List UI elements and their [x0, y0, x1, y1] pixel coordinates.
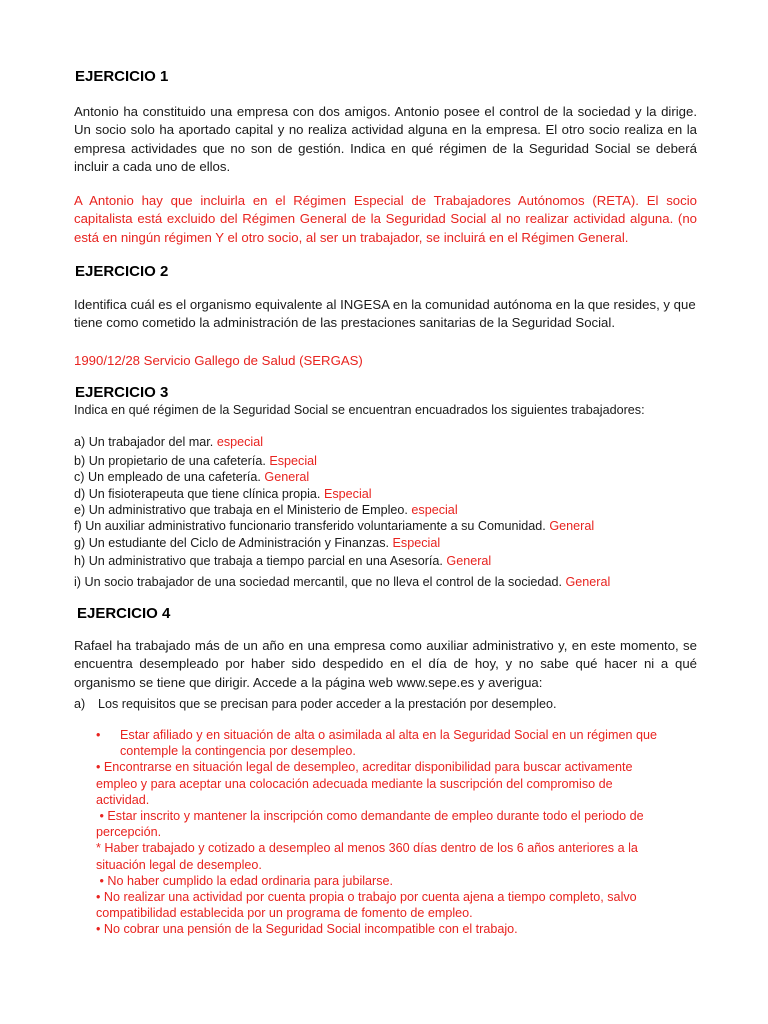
- req3-line1: • Estar inscrito y mantener la inscripción como demandante de empleo durante todo el periodo de: [96, 809, 644, 824]
- req1-line2: contemple la contingencia por desempleo.: [120, 744, 356, 759]
- ejercicio-4-question: Rafael ha trabajado más de un año en una empresa como auxiliar administrativo y, en este momento, se encuentra desempleado por haber sido despedido en el día de hoy, y no sabe qué hacer ni a qué organismo se tiene que dirigir. Accede a la página web www.sepe.es y averigua:: [74, 638, 697, 690]
- ejercicio-1-heading: EJERCICIO 1: [75, 68, 169, 85]
- list-item: [74, 469, 309, 485]
- item-text: c) Un empleado de una cafetería.: [74, 470, 265, 484]
- req3-line2: percepción.: [96, 825, 162, 840]
- requirement-item: [96, 727, 676, 759]
- item-text: b) Un propietario de una cafetería.: [74, 454, 270, 468]
- ejercicio-2-answer: 1990/12/28 Servicio Gallego de Salud (SERGAS): [74, 353, 363, 368]
- ejercicio-2-heading: EJERCICIO 2: [75, 263, 169, 280]
- requirements-list: [96, 727, 676, 938]
- ejercicio-4-sub-a: [74, 696, 557, 712]
- bullet-icon: •: [96, 728, 101, 742]
- item-answer: especial: [411, 503, 458, 517]
- sub-a-text: Los requisitos que se precisan para poder acceder a la prestación por desempleo.: [98, 697, 557, 711]
- ejercicio-1-answer: A Antonio hay que incluirla en el Régimen Especial de Trabajadores Autónomos (RETA). El socio capitalista está excluido del Régimen General de la Seguridad Social al no realizar actividad alguna. (no está en ningún régimen Y el otro socio, al ser un trabajador, se incluirá en el Régimen General.: [74, 193, 697, 245]
- req2-line3: actividad.: [96, 792, 150, 807]
- ejercicio-3-heading: EJERCICIO 3: [75, 384, 169, 401]
- ejercicio-4-heading: EJERCICIO 4: [77, 605, 171, 622]
- item-text: a) Un trabajador del mar.: [74, 435, 217, 449]
- req2-line1: • Encontrarse en situación legal de desempleo, acreditar disponibilidad para buscar activamente: [96, 760, 633, 775]
- req1-line1: Estar afiliado y en situación de alta o asimilada al alta en la Seguridad Social en un régimen que: [120, 728, 657, 742]
- requirement-item: [96, 889, 676, 921]
- item-answer: General: [446, 554, 492, 568]
- item-answer: General: [264, 470, 310, 484]
- item-text: f) Un auxiliar administrativo funcionario transferido voluntariamente a su Comunidad.: [74, 519, 550, 533]
- item-answer: Especial: [323, 487, 372, 501]
- req5-line1: • No haber cumplido la edad ordinaria para jubilarse.: [96, 873, 394, 888]
- list-item: [74, 434, 263, 450]
- ejercicio-2-question: Identifica cuál es el organismo equivalente al INGESA en la comunidad autónoma en la que resides, y que tiene como cometido la administración de las prestaciones sanitarias de la Seguridad Social.: [74, 297, 696, 331]
- item-answer: General: [565, 575, 611, 589]
- requirement-item: [96, 921, 676, 937]
- list-item: [74, 518, 594, 534]
- requirement-item: [96, 873, 676, 889]
- requirement-item: [96, 808, 676, 840]
- list-item: [74, 502, 458, 518]
- item-text: g) Un estudiante del Ciclo de Administración y Finanzas.: [74, 536, 393, 550]
- req6-line1: • No realizar una actividad por cuenta propia o trabajo por cuenta ajena a tiempo completo, salvo: [96, 890, 637, 905]
- list-item: [74, 486, 372, 502]
- ejercicio-3-intro: Indica en qué régimen de la Seguridad Social se encuentran encuadrados los siguientes trabajadores:: [74, 403, 645, 417]
- req2-line2: empleo y para aceptar una colocación adecuada mediante la suscripción del compromiso de: [96, 776, 613, 791]
- list-item: [74, 535, 440, 551]
- item-answer: General: [549, 519, 595, 533]
- req4-line2: situación legal de desempleo.: [96, 857, 262, 872]
- requirement-item: [96, 840, 676, 872]
- item-text: e) Un administrativo que trabaja en el Ministerio de Empleo.: [74, 503, 412, 517]
- list-item: [74, 553, 491, 569]
- item-text: i) Un socio trabajador de una sociedad mercantil, que no lleva el control de la sociedad.: [74, 575, 566, 589]
- req6-line2: compatibilidad establecida por un programa de fomento de empleo.: [96, 906, 473, 921]
- item-answer: especial: [216, 435, 264, 449]
- item-text: d) Un fisioterapeuta que tiene clínica propia.: [74, 487, 324, 501]
- item-text: h) Un administrativo que trabaja a tiempo parcial en una Asesoría.: [74, 554, 447, 568]
- req7-line1: • No cobrar una pensión de la Seguridad Social incompatible con el trabajo.: [96, 922, 518, 937]
- list-item: [74, 453, 317, 469]
- ejercicio-1-question: Antonio ha constituido una empresa con dos amigos. Antonio posee el control de la sociedad y la dirige. Un socio solo ha aportado capital y no realiza actividad alguna en la empresa. El otro socio realiza en la empresa actividades que no son de gestión. Indica en qué régimen de la Seguridad Social se deberá incluir a cada uno de ellos.: [74, 104, 697, 174]
- requirement-item: [96, 759, 676, 808]
- item-answer: Especial: [392, 536, 441, 550]
- req4-line1: * Haber trabajado y cotizado a desempleo al menos 360 días dentro de los 6 años anteriores a la: [96, 841, 638, 856]
- list-item: [74, 574, 610, 590]
- item-answer: Especial: [269, 454, 317, 468]
- sub-a-marker: a): [74, 697, 86, 711]
